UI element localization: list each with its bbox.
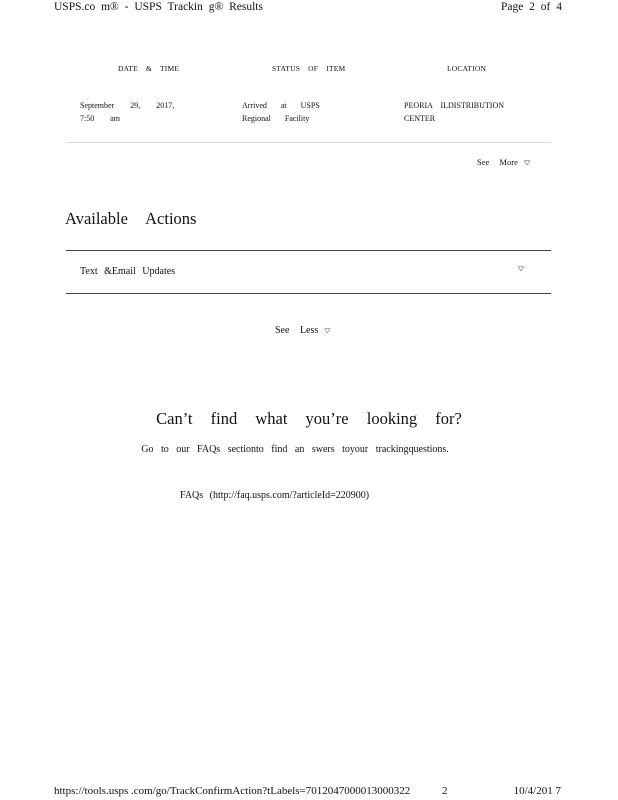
column-header-location: LOCATION (447, 64, 487, 73)
print-header-title: USPS.co m® - USPS Trackin g® Results (54, 1, 263, 13)
see-more-button[interactable] (477, 157, 530, 167)
chevron-down-icon[interactable]: ▽ (517, 265, 524, 272)
faq-link[interactable]: FAQs (http://faq.usps.com/?articleId=220900) (180, 490, 370, 501)
see-more-label: See More (477, 157, 518, 167)
chevron-down-icon: ▽ (523, 159, 530, 166)
text-email-updates-toggle[interactable]: Text &Email Updates (80, 266, 176, 277)
see-less-button[interactable] (275, 325, 330, 336)
print-footer-date: 10/4/201 7 (513, 785, 561, 797)
chevron-up-icon: ▽ (324, 327, 331, 334)
actions-top-divider (66, 250, 551, 251)
event-date-time: September 29, 2017, 7:50 am (80, 101, 175, 123)
help-body-text: Go to our FAQs sectionto find an swers toyour trackingquestions. (141, 444, 449, 455)
actions-bottom-divider (66, 293, 551, 294)
help-heading: Can’t find what you’re looking for? (156, 409, 462, 428)
column-header-date-time: DATE & TIME (118, 64, 180, 73)
available-actions-title: Available Actions (65, 209, 197, 228)
event-location: PEORIA ILDISTRIBUTION CENTER (404, 101, 504, 123)
table-divider (66, 142, 551, 143)
see-less-label: See Less (275, 325, 319, 336)
column-header-status: STATUS OF ITEM (272, 64, 346, 73)
print-header-page: Page 2 of 4 (500, 1, 562, 13)
event-status: Arrived at USPS Regional Facility (242, 101, 320, 123)
print-footer-url: https://tools.usps .com/go/TrackConfirmAction?tLabels=7012047000013000322 (54, 785, 411, 797)
print-footer-page-number: 2 (442, 785, 448, 797)
